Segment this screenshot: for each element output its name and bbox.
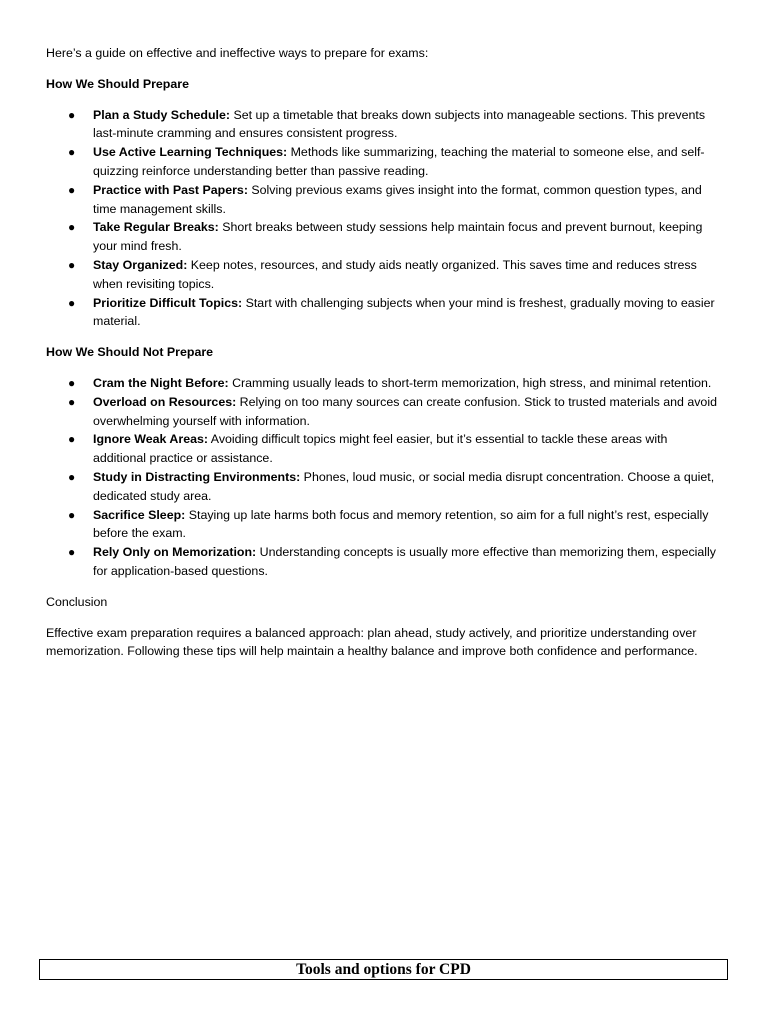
bullet-icon: ●: [68, 257, 76, 272]
document-page: [46, 40, 718, 661]
bullet-icon: ●: [68, 545, 76, 560]
bullet-icon: ●: [68, 432, 76, 447]
list-item-text: Relying on too many sources can create confusion. Stick to trusted materials and avoid overwhelming yourself with information.: [93, 394, 717, 428]
intro-text: Here’s a guide on effective and ineffective ways to prepare for exams:: [46, 46, 429, 60]
bullet-icon: ●: [68, 375, 76, 390]
list-item: [46, 294, 718, 332]
list-item-term: Prioritize Difficult Topics:: [93, 295, 243, 310]
list-item: [46, 506, 718, 544]
list-item: [46, 181, 718, 219]
list-item-term: Stay Organized:: [93, 257, 188, 272]
should-prepare-list: [46, 106, 718, 332]
list-item-term: Practice with Past Papers:: [93, 182, 248, 197]
list-item: [46, 256, 718, 294]
list-item-term: Cram the Night Before:: [93, 375, 229, 390]
list-item-text: Short breaks between study sessions help maintain focus and prevent burnout, keeping your mind fresh.: [93, 220, 703, 254]
bullet-icon: ●: [68, 220, 76, 235]
list-item-term: Rely Only on Memorization:: [93, 545, 257, 560]
list-item-text: Cramming usually leads to short-term memorization, high stress, and minimal retention.: [228, 375, 712, 390]
list-item-term: Sacrifice Sleep:: [93, 507, 186, 522]
list-item-text: Avoiding difficult topics might feel easier, but it’s essential to tackle these areas with additional practice or assistance.: [93, 432, 668, 466]
list-item-text: Keep notes, resources, and study aids neatly organized. This saves time and reduces stress when revisiting topics.: [93, 257, 697, 291]
list-item-text: Solving previous exams gives insight into the format, common question types, and time management skills.: [93, 182, 702, 216]
bullet-icon: ●: [68, 182, 76, 197]
list-item: [46, 543, 718, 581]
bullet-icon: ●: [68, 469, 76, 484]
bullet-icon: ●: [68, 295, 76, 310]
list-item-text: Methods like summarizing, teaching the material to someone else, and self-quizzing reinforce understanding better than passive reading.: [93, 145, 705, 178]
list-item-text: Start with challenging subjects when your mind is freshest, gradually moving to easier material.: [93, 295, 715, 329]
list-item: [46, 468, 718, 506]
list-item-term: Take Regular Breaks:: [93, 220, 219, 235]
list-item-term: Overload on Resources:: [93, 394, 237, 409]
list-item: [46, 430, 718, 468]
should-not-prepare-list: [46, 374, 718, 581]
should-not-prepare-heading: How We Should Not Prepare: [46, 345, 214, 360]
list-item: [46, 143, 718, 181]
list-item: [46, 393, 718, 431]
list-item-term: Ignore Weak Areas:: [93, 432, 209, 447]
list-item-text: Understanding concepts is usually more effective than memorizing them, especially for application-based questions.: [93, 545, 716, 578]
bullet-icon: ●: [68, 394, 76, 409]
should-prepare-heading: How We Should Prepare: [46, 76, 189, 91]
list-item: [46, 374, 718, 393]
footer-title-box: Tools and options for CPD: [39, 959, 728, 980]
list-item: [46, 106, 718, 144]
list-item-text: Staying up late harms both focus and memory retention, so aim for a full night’s rest, especially before the exam.: [93, 507, 709, 541]
conclusion-paragraph: Effective exam preparation requires a balanced approach: plan ahead, study actively, and prioritize understanding over memorization. Following these tips will help maintain a healthy balance and improve both confidence and performance.: [46, 625, 698, 659]
list-item-text: Set up a timetable that breaks down subjects into manageable sections. This prevents last-minute cramming and ensures consistent progress.: [93, 107, 706, 141]
list-item-text: Phones, loud music, or social media disrupt concentration. Choose a quiet, dedicated study area.: [93, 469, 715, 503]
list-item: [46, 218, 718, 256]
list-item-term: Study in Distracting Environments:: [93, 469, 301, 484]
conclusion-heading: Conclusion: [46, 594, 108, 609]
bullet-icon: ●: [68, 145, 76, 160]
bullet-icon: ●: [68, 507, 76, 522]
list-item-term: Use Active Learning Techniques:: [93, 145, 288, 160]
bullet-icon: ●: [68, 107, 76, 122]
list-item-term: Plan a Study Schedule:: [93, 107, 231, 122]
